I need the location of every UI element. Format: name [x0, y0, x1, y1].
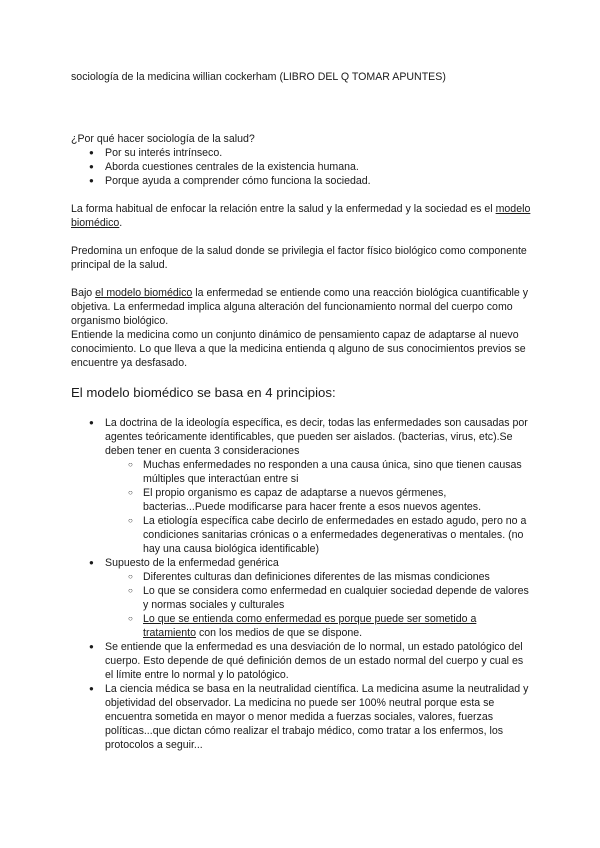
- sub-list-item: ○ Muchas enfermedades no responden a una causa única, sino que tienen causas múltiples que interactúan entre si: [71, 458, 531, 486]
- section-question: ¿Por qué hacer sociología de la salud?: [71, 133, 255, 145]
- paragraph-enfoque: Predomina un enfoque de la salud donde se privilegia el factor físico biológico como componente principal de la salud.: [71, 245, 527, 271]
- considerations-list: [105, 458, 531, 556]
- principles-list: [71, 416, 531, 752]
- document-title: sociología de la medicina willian cockerham (LIBRO DEL Q TOMAR APUNTES): [71, 71, 446, 83]
- biomedical-model-underline: el modelo biomédico: [95, 287, 193, 299]
- underlined-text: Lo que se entienda como enfermedad es porque puede ser sometido a tratamiento: [143, 613, 477, 639]
- sub-list-item: ○ El propio organismo es capaz de adaptarse a nuevos gérmenes, bacterias...Puede modificarse para hacer frente a esos nuevos agentes.: [71, 486, 531, 514]
- sub-list-item: ○ Lo que se considera como enfermedad en cualquier sociedad depende de valores y normas sociales y culturales: [71, 584, 531, 612]
- principle-item: ● Supuesto de la enfermedad genérica ○ Diferentes culturas dan definiciones diferentes de las mismas condiciones ○ Lo que se considera como enfermedad en cualquier sociedad depende de valores y normas sociales y culturales ○ Lo que se entienda como enfermedad es porque puede ser sometido a tratamiento con los medios de que se dispone.: [71, 556, 531, 640]
- paragraph-habitual: La forma habitual de enfocar la relación entre la salud y la enfermedad y la sociedad es el modelo biomédico.: [71, 203, 531, 229]
- paragraph-entiende: Entiende la medicina como un conjunto dinámico de pensamiento capaz de adaptarse al nuevo conocimiento. Lo que lleva a que la medicina entienda q alguno de sus conocimientos previos se encuentre ya desfasado.: [71, 329, 526, 369]
- sub-list-item: ○ Lo que se entienda como enfermedad es porque puede ser sometido a tratamiento con los medios de que se dispone.: [71, 612, 531, 640]
- sub-list-item: ○ La etiología específica cabe decirlo de enfermedades en estado agudo, pero no a condiciones sanitarias crónicas o a enfermedades degenerativas o mentales. (no hay una causa biológica identificable): [71, 514, 531, 556]
- reasons-list: [71, 146, 531, 188]
- generic-disease-list: [105, 570, 531, 640]
- list-item: ● Aborda cuestiones centrales de la existencia humana.: [71, 160, 531, 174]
- section-heading: El modelo biomédico se basa en 4 principios:: [71, 385, 336, 400]
- biomedical-model-link: modelo biomédico: [71, 203, 531, 229]
- principle-item: ● Se entiende que la enfermedad es una desviación de lo normal, un estado patológico del cuerpo. Esto depende de qué definición demos de un estado normal del cuerpo y cual es el límite entre lo normal y lo patológico.: [71, 640, 531, 682]
- principle-item: ● La doctrina de la ideología específica, es decir, todas las enfermedades son causadas por agentes teóricamente identificables, que pueden ser aislados. (bacterias, virus, etc).Se deben tener en cuenta 3 consideraciones ○ Muchas enfermedades no responden a una causa única, sino que tienen causas múltiples que interactúan entre si ○ El propio organismo es capaz de adaptarse a nuevos gérmenes, bacterias...Puede modificarse para hacer frente a esos nuevos agentes. ○ La etiología específica cabe decirlo de enfermedades en estado agudo, pero no a condiciones sanitarias crónicas o a enfermedades degenerativas o mentales. (no hay una causa biológica identificable): [71, 416, 531, 556]
- document-page: [71, 70, 531, 752]
- sub-list-item: ○ Diferentes culturas dan definiciones diferentes de las mismas condiciones: [71, 570, 531, 584]
- list-item: ● Por su interés intrínseco.: [71, 146, 531, 160]
- principle-item: ● La ciencia médica se basa en la neutralidad científica. La medicina asume la neutralidad y objetividad del observador. La medicina no puede ser 100% neutral porque esta se encuentra sometida en mayor o menor medida a fuerzas sociales, valores, fuerzas políticas...que dictan cómo realizar el trabajo médico, como tratar a los enfermos, los protocolos a seguir...: [71, 682, 531, 752]
- list-item: ● Porque ayuda a comprender cómo funciona la sociedad.: [71, 174, 531, 188]
- paragraph-bajo: Bajo el modelo biomédico la enfermedad se entiende como una reacción biológica cuantificable y objetiva. La enfermedad implica alguna alteración del funcionamiento normal del cuerpo como organismo biológico.: [71, 287, 529, 327]
